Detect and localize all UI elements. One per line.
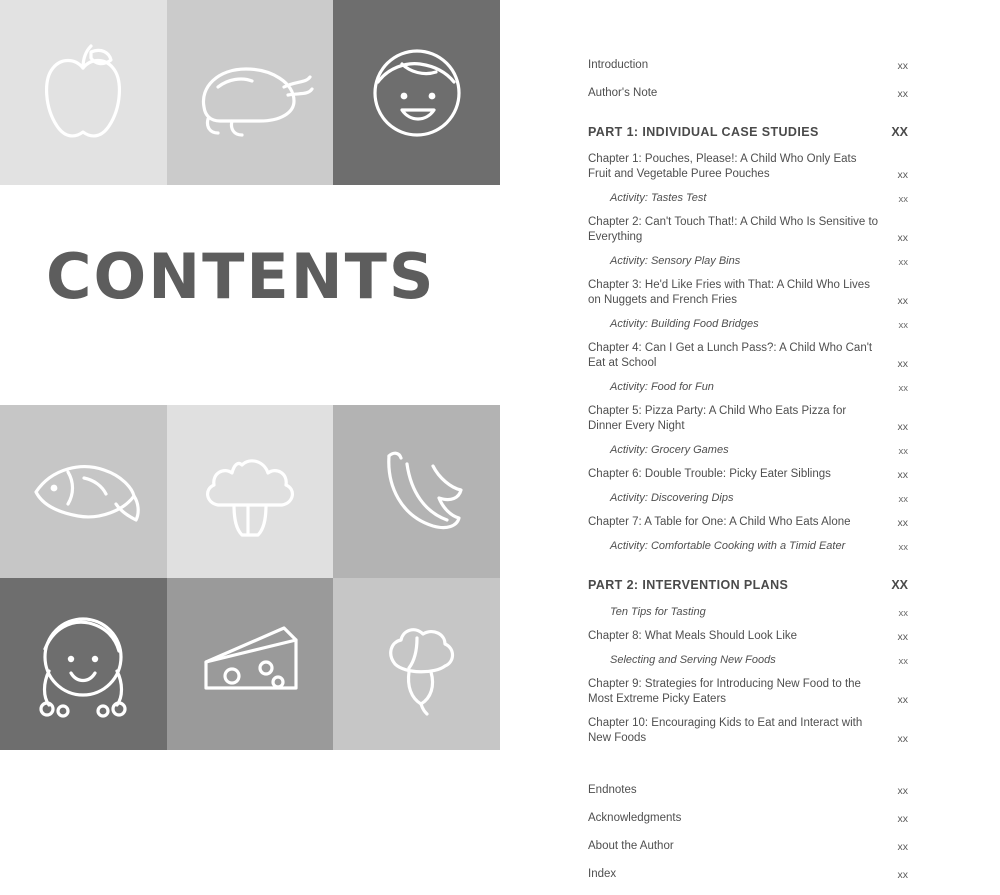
toc-entry-page: xx	[897, 813, 908, 825]
toc-entry-page: xx	[897, 232, 908, 244]
toc-entry-label: Chapter 3: He'd Like Fries with That: A Child Who Lives on Nuggets and French Fries	[588, 279, 870, 306]
tile-beet	[333, 578, 500, 751]
toc-entry-page: xx	[898, 194, 908, 205]
toc-entry-page: xx	[897, 694, 908, 706]
toc-part-page: XX	[891, 578, 908, 592]
toc-entry-chapter-1[interactable]	[588, 152, 908, 182]
toc-entry-page: xx	[898, 320, 908, 331]
toc-entry-page: xx	[897, 169, 908, 181]
tile-girl-face	[0, 578, 167, 751]
tile-broccoli	[167, 405, 334, 578]
toc-entry-activity-comfortable-cooking[interactable]	[588, 539, 908, 554]
tile-child-face	[333, 0, 500, 185]
toc-entry-page: xx	[897, 517, 908, 529]
toc-part-heading-2	[588, 578, 908, 593]
toc-entry-page: xx	[897, 358, 908, 370]
toc-entry-label: Chapter 7: A Table for One: A Child Who Eats Alone	[588, 516, 851, 528]
cheese-wedge-icon	[192, 614, 308, 714]
toc-entry-page: xx	[898, 257, 908, 268]
illustration-grid-top	[0, 0, 500, 185]
toc-entry-endnotes[interactable]	[588, 783, 908, 798]
page-title: CONTENTS	[46, 240, 436, 313]
toc-entry-label: Chapter 2: Can't Touch That!: A Child Who Is Sensitive to Everything	[588, 216, 879, 243]
tile-fish	[0, 405, 167, 578]
toc-entry-page: xx	[897, 869, 908, 881]
toc-entry-page: xx	[897, 88, 908, 100]
toc-entry-index[interactable]	[588, 867, 908, 882]
toc-entry-activity-discovering-dips[interactable]	[588, 491, 908, 506]
tile-cheese-wedge	[167, 578, 334, 751]
toc-entry-chapter-8[interactable]	[588, 629, 908, 644]
table-of-contents	[588, 58, 908, 895]
toc-entry-chapter-2[interactable]	[588, 215, 908, 245]
toc-entry-label: Activity: Food for Fun	[610, 381, 714, 393]
toc-entry-selecting-and-serving-new-foods[interactable]	[588, 653, 908, 668]
toc-entry-chapter-5[interactable]	[588, 404, 908, 434]
toc-entry-page: xx	[898, 446, 908, 457]
toc-entry-label: Endnotes	[588, 784, 637, 796]
roast-chicken-icon	[184, 43, 316, 143]
toc-entry-about-the-author[interactable]	[588, 839, 908, 854]
tile-apple	[0, 0, 167, 185]
toc-entry-activity-building-food-bridges[interactable]	[588, 317, 908, 332]
toc-entry-page: xx	[897, 631, 908, 643]
toc-entry-page: xx	[897, 421, 908, 433]
illustration-page	[0, 0, 500, 750]
tile-banana	[333, 405, 500, 578]
toc-entry-page: xx	[898, 656, 908, 667]
toc-back-matter	[588, 783, 908, 882]
toc-entry-page: xx	[897, 785, 908, 797]
illustration-grid-bottom	[0, 405, 500, 750]
toc-entry-label: Chapter 8: What Meals Should Look Like	[588, 630, 798, 642]
toc-entry-page: xx	[898, 542, 908, 553]
broccoli-icon	[198, 439, 302, 543]
toc-entry-activity-grocery-games[interactable]	[588, 443, 908, 458]
tile-roast-chicken	[167, 0, 334, 185]
toc-entry-label: Activity: Building Food Bridges	[610, 318, 759, 330]
toc-entry-chapter-10[interactable]	[588, 716, 908, 746]
banana-icon	[367, 440, 467, 542]
toc-front-matter	[588, 58, 908, 101]
toc-entry-label: Chapter 9: Strategies for Introducing New Food to the Most Extreme Picky Eaters	[588, 678, 861, 705]
toc-entry-label: About the Author	[588, 840, 674, 852]
toc-entry-chapter-4[interactable]	[588, 341, 908, 371]
fish-icon	[24, 448, 142, 534]
toc-entry-label: Activity: Discovering Dips	[610, 492, 734, 504]
girl-face-icon	[23, 605, 143, 723]
toc-entry-page: xx	[897, 60, 908, 72]
toc-part-title: PART 2: INTERVENTION PLANS	[588, 578, 789, 592]
toc-entry-chapter-6[interactable]	[588, 467, 908, 482]
toc-spacer	[588, 755, 908, 783]
toc-entry-page: xx	[898, 494, 908, 505]
toc-entry-page: xx	[897, 841, 908, 853]
toc-entry-page: xx	[898, 608, 908, 619]
toc-entry-page: xx	[897, 733, 908, 745]
toc-entry-activity-food-for-fun[interactable]	[588, 380, 908, 395]
toc-entry-authors-note[interactable]	[588, 86, 908, 101]
toc-entry-chapter-7[interactable]	[588, 515, 908, 530]
toc-entry-label: Activity: Grocery Games	[610, 444, 729, 456]
toc-entry-chapter-9[interactable]	[588, 677, 908, 707]
toc-entry-label: Activity: Tastes Test	[610, 192, 707, 204]
toc-entry-ten-tips-for-tasting[interactable]	[588, 605, 908, 620]
toc-entry-label: Acknowledgments	[588, 812, 682, 824]
toc-entry-page: xx	[897, 295, 908, 307]
beet-icon	[365, 610, 469, 718]
toc-entry-page: xx	[897, 469, 908, 481]
toc-entry-introduction[interactable]	[588, 58, 908, 73]
toc-entry-page: xx	[898, 383, 908, 394]
toc-entry-label: Ten Tips for Tasting	[610, 606, 706, 618]
toc-entry-label: Chapter 4: Can I Get a Lunch Pass?: A Child Who Can't Eat at School	[588, 342, 873, 369]
toc-entry-activity-sensory-play-bins[interactable]	[588, 254, 908, 269]
toc-entry-chapter-3[interactable]	[588, 278, 908, 308]
toc-part-title: PART 1: INDIVIDUAL CASE STUDIES	[588, 125, 819, 139]
toc-entry-label: Chapter 5: Pizza Party: A Child Who Eats Pizza for Dinner Every Night	[588, 405, 847, 432]
toc-entry-label: Chapter 1: Pouches, Please!: A Child Who Only Eats Fruit and Vegetable Puree Pouches	[588, 153, 857, 180]
toc-entry-label: Selecting and Serving New Foods	[610, 654, 776, 666]
toc-entry-acknowledgments[interactable]	[588, 811, 908, 826]
toc-part-page: XX	[891, 125, 908, 139]
toc-entry-label: Activity: Comfortable Cooking with a Timid Eater	[610, 540, 846, 552]
toc-entry-label: Index	[588, 868, 617, 880]
toc-entry-label: Introduction	[588, 59, 649, 71]
toc-part-heading-1	[588, 125, 908, 140]
toc-entry-label: Author's Note	[588, 87, 658, 99]
toc-entry-label: Chapter 10: Encouraging Kids to Eat and Interact with New Foods	[588, 717, 863, 744]
child-face-icon	[362, 38, 472, 148]
toc-entry-activity-tastes-test[interactable]	[588, 191, 908, 206]
toc-entry-label: Activity: Sensory Play Bins	[610, 255, 741, 267]
apple-icon	[35, 38, 131, 148]
toc-entry-label: Chapter 6: Double Trouble: Picky Eater Siblings	[588, 468, 831, 480]
